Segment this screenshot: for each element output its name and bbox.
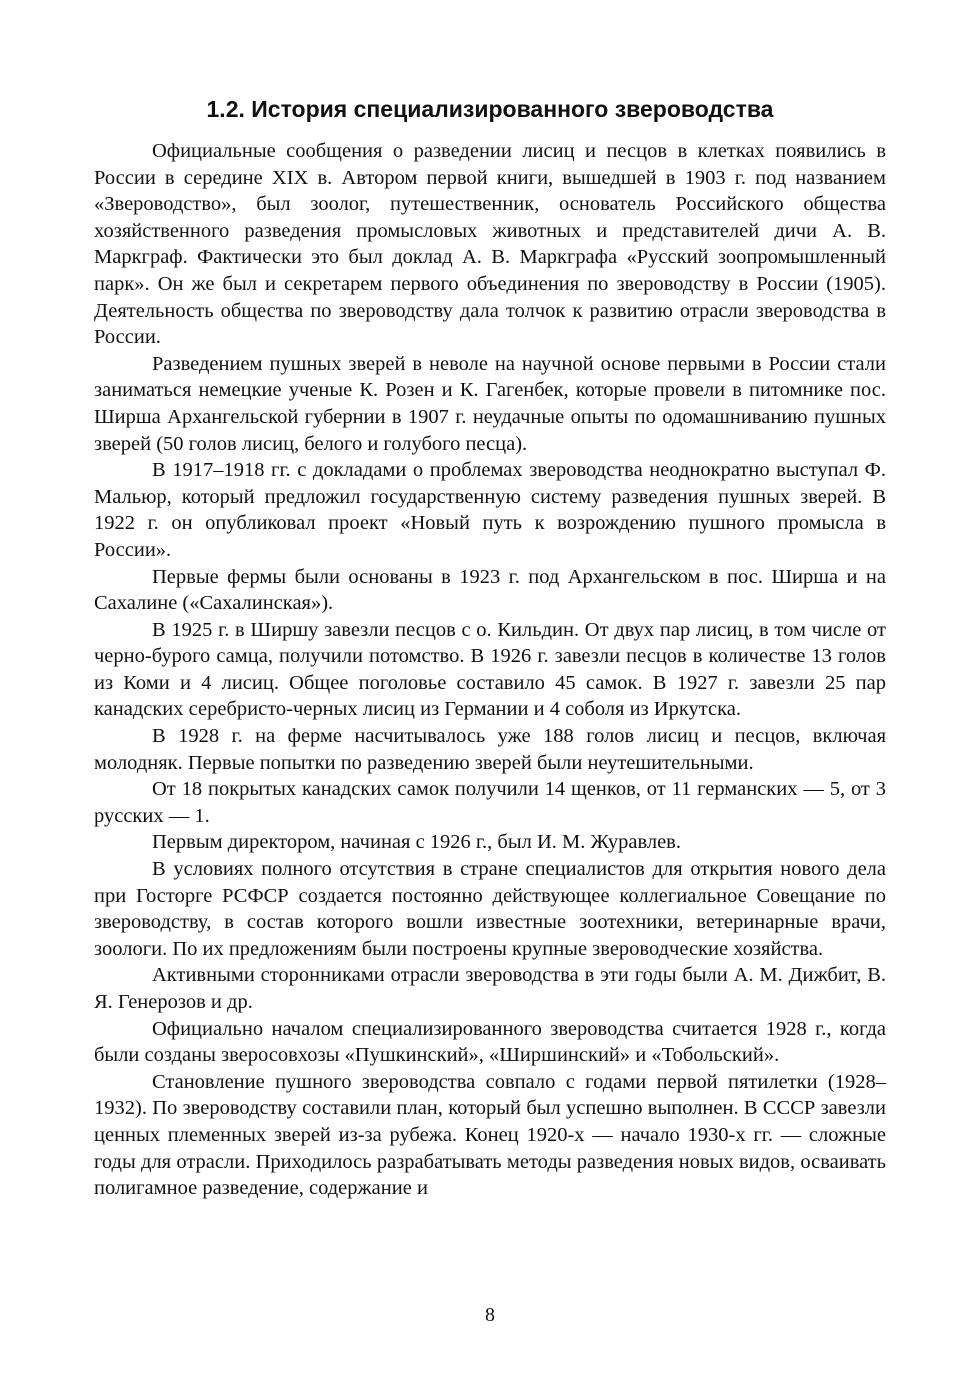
paragraph: Официально началом специализированного звероводства считается 1928 г., когда были созданы зверосовхозы «Пушкинский», «Ширшинский» и «Тобольский». — [94, 1017, 886, 1067]
paragraph: В 1928 г. на ферме насчитывалось уже 188 голов лисиц и песцов, включая молодняк. Первые попытки по разведению зверей были неутешительными. — [94, 725, 886, 774]
page-number: 8 — [485, 1304, 495, 1326]
paragraph: В 1925 г. в Ширшу завезли песцов с о. Кильдин. От двух пар лисиц, в том числе от черно-бурого самца, получили потомство. В 1926 г. завезли песцов в количестве 13 голов из Коми и 4 лисиц. Общее поголовье составило 45 самок. В 1927 г. завезли 25 пар канадских серебристо-черных лисиц из Германии и 4 соболя из Иркутска. — [94, 618, 886, 721]
paragraph: Первые фермы были основаны в 1923 г. под Архангельском в пос. Ширша и на Сахалине («Сахалинская»). — [94, 565, 886, 615]
body-text — [94, 138, 886, 1202]
paragraph: Первым директором, начиная с 1926 г., был И. М. Журавлев. — [152, 831, 681, 854]
paragraph: Разведением пушных зверей в неволе на научной основе первыми в России стали заниматься немецкие ученые К. Розен и К. Гагенбек, которые провели в питомнике пос. Ширша Архангельской губернии в 1907 г. неудачные опыты по одомашниванию пушных зверей (50 голов лисиц, белого и голубого песца). — [94, 352, 886, 455]
paragraph: От 18 покрытых канадских самок получили 14 щенков, от 11 германских — 5, от 3 русских — 1. — [94, 778, 886, 827]
paragraph: В 1917–1918 гг. с докладами о проблемах звероводства неоднократно выступал Ф. Мальюр, который предложил государственную систему разведения пушных зверей. В 1922 г. он опубликовал проект «Новый путь к возрождению пушного промысла в России». — [94, 459, 886, 561]
paragraph: Становление пушного звероводства совпало с годами первой пятилетки (1928–1932). По звероводству составили план, который был успешно выполнен. В СССР завезли ценных племенных зверей из-за рубежа. Конец 1920-х — начало 1930-х гг. — сложные годы для отрасли. Приходилось разрабатывать методы разведения новых видов, осваивать полигамное разведение, содержание и — [94, 1070, 886, 1200]
paragraph: В условиях полного отсутствия в стране специалистов для открытия нового дела при Госторге РСФСР создается постоянно действующее коллегиальное Совещание по звероводству, в состав которого вошли известные зоотехники, ветеринарные врачи, зоологи. По их предложениям были построены крупные звероводческие хозяйства. — [94, 858, 886, 960]
paragraph: Официальные сообщения о разведении лисиц и песцов в клетках появились в России в середине XIX в. Автором первой книги, вышедшей в 1903 г. под названием «Звероводство», был зоолог, путешественник, основатель Российского общества хозяйственного разведения промысловых животных и представителей дичи А. В. Маркграф. Фактически это был доклад А. В. Маркграфа «Русский зоопромышленный парк». Он же был и секретарем первого объединения по звероводству в России (1905). Деятельность общества по звероводству дала толчок к развитию отрасли звероводства в России. — [94, 140, 886, 349]
paragraph: Активными сторонниками отрасли звероводства в эти годы были А. М. Дижбит, В. Я. Генерозов и др. — [94, 964, 886, 1013]
section-heading: 1.2. История специализированного звероводства — [206, 96, 774, 122]
